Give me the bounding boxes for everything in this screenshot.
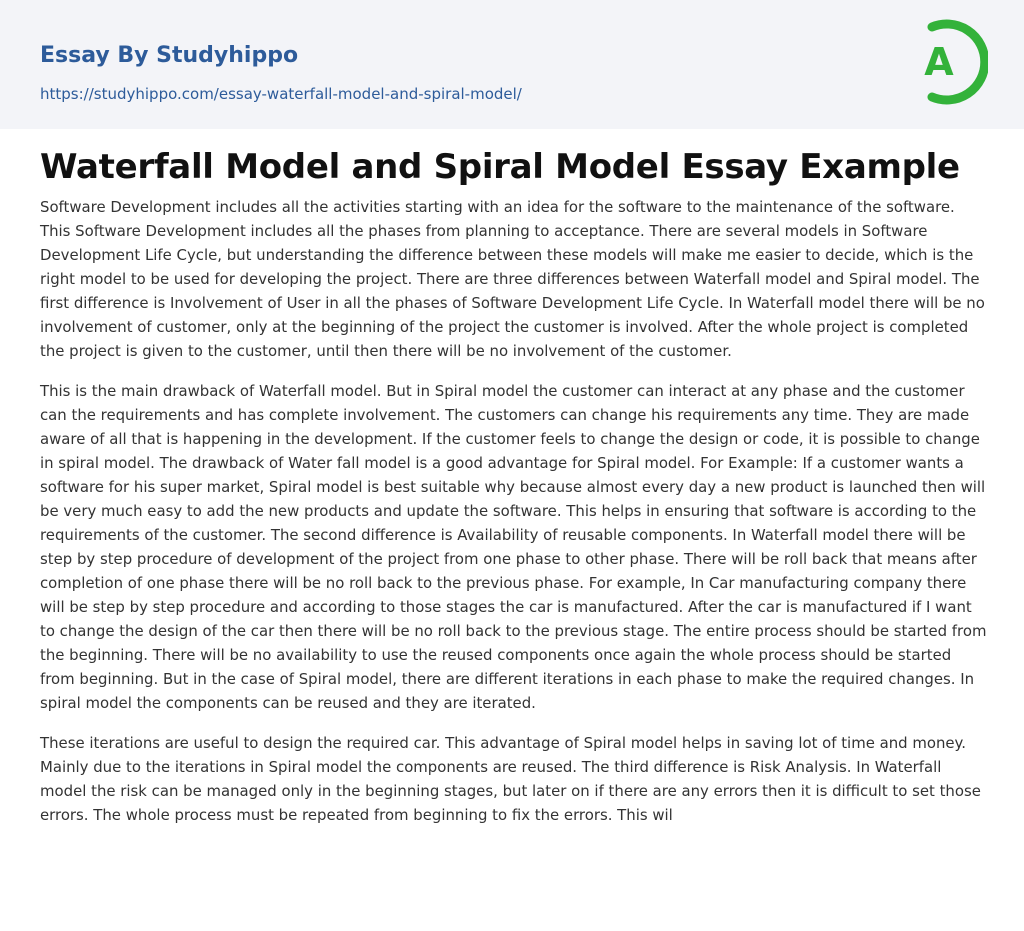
logo-letter: A	[924, 40, 954, 84]
article-paragraph: Software Development includes all the activities starting with an idea for the software to the maintenance of the software. This Software Development includes all the phases from planning to acceptance. There are several models in Software Development Life Cycle, but understanding the difference between these models will make me easier to decide, which is the right model to be used for developing the project. There are three differences between Waterfall model and Spiral model. The first difference is Involvement of User in all the phases of Software Development Life Cycle. In Waterfall model there will be no involvement of customer, only at the beginning of the project the customer is involved. After the whole project is completed the project is given to the customer, until then there will be no involvement of the customer.	[40, 198, 985, 360]
source-url-link[interactable]: https://studyhippo.com/essay-waterfall-model-and-spiral-model/	[40, 85, 522, 103]
article-paragraph: These iterations are useful to design the required car. This advantage of Spiral model helps in saving lot of time and money. Mainly due to the iterations in Spiral model the components are reused. The third difference is Risk Analysis. In Waterfall model the risk can be managed only in the beginning stages, but later on if there are any errors then it is difficult to set those errors. The whole process must be repeated from beginning to fix the errors. This wil	[40, 734, 981, 824]
page-header	[0, 0, 1024, 129]
article-paragraph: This is the main drawback of Waterfall model. But in Spiral model the customer can interact at any phase and the customer can the requirements and has complete involvement. The customers can change his requirements any time. They are made aware of all that is happening in the development. If the customer feels to change the design or code, it is possible to change in spiral model. The drawback of Water fall model is a good advantage for Spiral model. For Example: If a customer wants a software for his super market, Spiral model is best suitable why because almost every day a new product is launched then will be very much easy to add the new products and update the software. This helps in ensuring that software is according to the requirements of the customer. The second difference is Availability of reusable components. In Waterfall model there will be step by step procedure of development of the project from one phase to other phase. There will be roll back that means after completion of one phase there will be no roll back to the previous phase. For example, In Car manufacturing company there will be step by step procedure and according to those stages the car is manufactured. After the car is manufactured if I want to change the design of the car then there will be no roll back to the previous stage. The entire process should be started from the beginning. There will be no availability to use the reused components once again the whole process should be started from beginning. But in the case of Spiral model, there are different iterations in each phase to make the required changes. In spiral model the components can be reused and they are iterated.	[40, 382, 987, 712]
page-title: Waterfall Model and Spiral Model Essay Example	[40, 147, 960, 187]
brand-title[interactable]: Essay By Studyhippo	[40, 43, 299, 68]
article	[40, 140, 988, 843]
